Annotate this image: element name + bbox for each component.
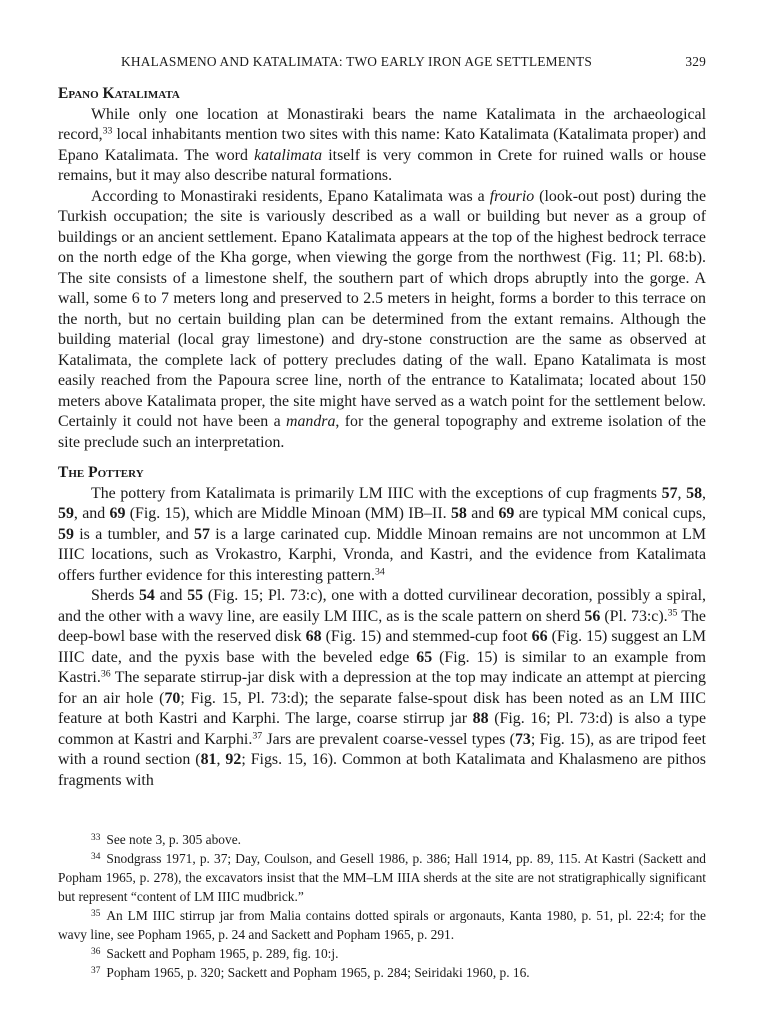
running-title: KHALASMENO AND KATALIMATA: TWO EARLY IRON AGE SETTLEMENTS <box>121 54 592 69</box>
text-run: itself is very common in Crete for ruined walls or house remains, but it may also describe natural formations. <box>58 146 706 184</box>
text-run: , <box>216 751 226 768</box>
footnote-text: Popham 1965, p. 320; Sackett and Popham 1965, p. 284; Seiridaki 1960, p. 16. <box>106 965 530 980</box>
catalog-number: 69 <box>109 505 126 522</box>
footnote-text: An LM IIIC stirrup jar from Malia contains dotted spirals or argonauts, Kanta 1980, p. 51, pl. 22:4; for the wavy line, see Popham 1965, p. 24 and Sackett and Popham 1965, p. 291. <box>58 908 706 942</box>
footnote-text: See note 3, p. 305 above. <box>106 832 241 847</box>
text-run: (Fig. 15) and stemmed-cup foot <box>321 628 532 645</box>
catalog-number: 70 <box>164 689 181 707</box>
text-run: ; Figs. 15, 16). Common at both Katalimata and Khalasmeno are pithos fragments with <box>58 751 706 789</box>
text-run: is a large carinated cup. Middle Minoan remains are not uncommon at LM IIIC locations, such as Vrokastro, Karphi, Vronda, and Kastri, and the evidence from Katalimata offers further evidence for this interesting pattern. <box>58 525 706 584</box>
footnote-reference: 37 <box>252 730 263 742</box>
text-run: (Fig. 15), which are Middle Minoan (MM) IB–II. <box>125 505 451 522</box>
catalog-number: 88 <box>472 710 489 727</box>
text-run: (Fig. 15) suggest an LM IIIC date, and the pyxis base with the beveled edge <box>58 628 706 666</box>
footnote <box>58 944 706 963</box>
text-run: , <box>702 484 707 502</box>
text-run: The deep-bowl base with the reserved disk <box>58 607 706 645</box>
catalog-number: 57 <box>194 525 210 543</box>
text-run: , for the general topography and extreme isolation of the site preclude such an interpretation. <box>58 413 706 451</box>
section-heading: The Pottery <box>58 464 144 481</box>
body-paragraph <box>58 586 706 791</box>
footnote-text: Sackett and Popham 1965, p. 289, fig. 10:j. <box>106 946 339 961</box>
catalog-number: 92 <box>225 751 242 768</box>
text-run: ; Fig. 15, Pl. 73:d); the separate false-spout disk has been noted as an LM IIIC feature at both Kastri and Karphi. The large, coarse stirrup jar <box>58 689 706 727</box>
footnote <box>58 963 706 982</box>
body-text <box>58 84 706 791</box>
footnote-reference: 34 <box>374 566 385 578</box>
footnote-number: 37 <box>91 965 101 976</box>
text-run: Sherds <box>91 587 139 604</box>
text-run: (Fig. 16; Pl. 73:d) is also a type common at Kastri and Karphi. <box>58 710 706 748</box>
text-run: is a tumbler, and <box>73 525 195 543</box>
footnote-number: 35 <box>91 908 101 919</box>
catalog-number: 59 <box>58 505 74 522</box>
text-run: According to Monastiraki residents, Epano Katalimata was a <box>91 187 490 205</box>
catalog-number: 58 <box>686 484 703 502</box>
catalog-number: 57 <box>661 484 678 502</box>
text-run: are typical MM conical cups, <box>514 505 706 522</box>
text-run: While only one location at Monastiraki bears the name Katalimata in the archaeological record, <box>58 105 706 143</box>
footnote-reference: 33 <box>102 125 113 137</box>
text-run: (look-out post) during the Turkish occupation; the site is variously described as a wall or building but never as a group of buildings or an ancient settlement. Epano Katalimata appears at the top of the highest bedrock terrace on the north edge of the Kha gorge, when viewing the gorge from the northwest (Fig. 11; Pl. 68:b). The site consists of a limestone shelf, the southern part of which drops abruptly into the gorge. A wall, some 6 to 7 meters long and preserved to 2.5 meters in height, forms a border to this terrace on the north, but no certain building plan can be determined from the extant remains. Although the building material (local gray limestone) and dry-stone construction are the same as observed at Katalimata, the complete lack of pottery precludes dating of the wall. Epano Katalimata is most easily reached from the Papoura scree line, north of the entrance to Katalimata; located about 150 meters above Katalimata proper, the site might have served as a watch point for the settlement below. Certainly it could not have been a <box>58 187 706 430</box>
footnote-reference: 35 <box>667 607 678 619</box>
text-run: (Fig. 15) is similar to an example from Kastri. <box>58 648 706 686</box>
text-run: (Fig. 15; Pl. 73:c), one with a dotted curvilinear decoration, possibly a spiral, and the other with a wavy line, are easily LM IIIC, as is the scale pattern on sherd <box>58 587 706 625</box>
catalog-number: 81 <box>200 751 217 768</box>
footnote-text: Snodgrass 1971, p. 37; Day, Coulson, and Gesell 1986, p. 386; Hall 1914, pp. 89, 115. At Kastri (Sackett and Popham 1965, p. 278), the excavators insist that the MM–LM IIIA sherds at the site are not stratigraphically significant but represent “content of LM IIIC mudbrick.” <box>58 851 706 904</box>
catalog-number: 65 <box>416 648 433 666</box>
catalog-number: 68 <box>305 628 322 645</box>
text-run: , <box>677 484 687 502</box>
footnote <box>58 849 706 906</box>
body-paragraph <box>58 187 706 454</box>
catalog-number: 55 <box>187 587 204 604</box>
section-heading: Epano Katalimata <box>58 85 180 102</box>
italic-term: mandra <box>285 413 336 430</box>
text-run: ; Fig. 15), as are tripod feet with a round section ( <box>58 730 707 768</box>
page-number: 329 <box>685 54 706 69</box>
catalog-number: 56 <box>584 607 601 625</box>
footnote <box>58 906 706 944</box>
footnote-reference: 36 <box>100 668 111 680</box>
catalog-number: 66 <box>531 628 548 645</box>
text-run: Jars are prevalent coarse-vessel types ( <box>262 730 515 748</box>
text-run: The separate stirrup-jar disk with a depression at the top may indicate an attempt at piercing for an air hole ( <box>58 669 706 707</box>
text-run: and <box>154 587 188 604</box>
catalog-number: 59 <box>58 525 74 543</box>
catalog-number: 69 <box>498 505 515 522</box>
text-run: and <box>466 505 499 522</box>
body-paragraph <box>58 105 706 187</box>
body-paragraph <box>58 484 706 587</box>
text-run: The pottery from Katalimata is primarily LM IIIC with the exceptions of cup fragments <box>91 484 662 502</box>
italic-term: katalimata <box>254 146 323 164</box>
catalog-number: 54 <box>138 587 155 604</box>
footnote <box>58 830 706 849</box>
text-run: local inhabitants mention two sites with this name: Kato Katalimata (Katalimata proper) and Epano Katalimata. The word <box>58 126 706 164</box>
footnotes <box>58 830 706 982</box>
footnote-number: 33 <box>91 832 101 843</box>
catalog-number: 58 <box>450 505 467 522</box>
text-run: (Pl. 73:c). <box>600 607 668 625</box>
text-run: , and <box>73 505 110 522</box>
footnote-number: 36 <box>91 946 101 957</box>
catalog-number: 73 <box>514 730 531 748</box>
italic-term: frourio <box>489 187 535 205</box>
footnote-number: 34 <box>91 851 101 862</box>
